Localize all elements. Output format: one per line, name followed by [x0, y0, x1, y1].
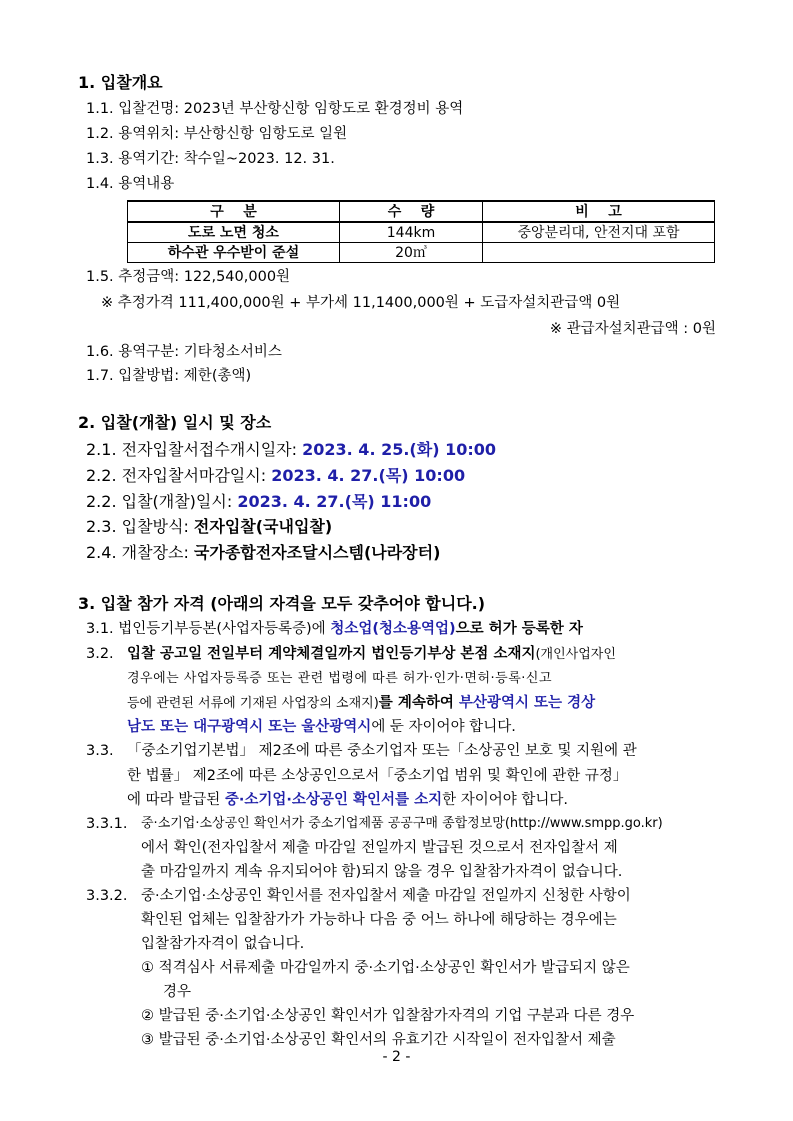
- section-2-heading: 2. 입찰(개찰) 일시 및 장소: [78, 413, 272, 432]
- item-3-3-2-line: 확인된 업체는 입찰참가가 가능하나 다음 중 어느 하나에 해당하는 경우에는: [141, 912, 617, 928]
- section-1-heading: 1. 입찰개요: [78, 73, 163, 92]
- highlight-text: 부산광역시 또는 경상: [458, 695, 596, 711]
- government-supply-note: ※ 관급자설치관급액 : 0원: [549, 321, 716, 337]
- item-3-3-number: 3.3.: [86, 743, 114, 759]
- item-label: 2.3. 입찰방식:: [86, 517, 194, 536]
- item-3-3-1-line: 에서 확인(전자입찰서 제출 마감일 전일까지 발급된 것으로서 전자입찰서 제: [141, 840, 618, 856]
- item-text: 3.1. 법인등기부등본(사업자등록증)에: [86, 621, 331, 637]
- item-text: (개인사업자인: [535, 647, 616, 662]
- item-3-3-line: [127, 791, 568, 809]
- list-item-1-cont: 경우: [163, 984, 192, 1000]
- item-text: 등에 관련된 서류에 기재된 사업장의 소재지): [127, 696, 379, 711]
- bid-open-datetime: 2023. 4. 25.(화) 10:00: [302, 440, 497, 459]
- item-label: 2.4. 개찰장소:: [86, 543, 194, 562]
- item-1-4: 1.4. 용역내용: [86, 176, 175, 192]
- item-3-2-line: [127, 718, 516, 736]
- item-1-6: 1.6. 용역구분: 기타청소서비스: [86, 344, 282, 360]
- table-header-category: 구 분: [128, 201, 340, 222]
- table-cell: 20㎥: [340, 243, 483, 263]
- item-3-1: [86, 620, 583, 638]
- item-label: 2.2. 입찰(개찰)일시:: [86, 492, 238, 511]
- item-2-2: [86, 467, 465, 485]
- item-3-2-line: [127, 645, 616, 664]
- list-item-2: ② 발급된 중·소기업·소상공인 확인서가 입찰참가자격의 기업 구분과 다른 경우: [141, 1008, 635, 1024]
- item-text: 에 둔 자이어야 합니다.: [371, 719, 516, 735]
- price-note: ※ 추정가격 111,400,000원 + 부가세 11,1400,000원 + 도급자설치관급액 0원: [101, 295, 621, 311]
- table-cell: 144km: [340, 222, 483, 243]
- item-3-2-number: 3.2.: [86, 646, 114, 662]
- item-1-3: 1.3. 용역기간: 착수일~2023. 12. 31.: [86, 151, 335, 167]
- table-header-quantity: 수 량: [340, 201, 483, 222]
- highlight-text: 청소업(청소용역업): [330, 621, 456, 637]
- item-3-3-2-line: 중·소기업·소상공인 확인서를 전자입찰서 제출 마감일 전일까지 신청한 사항이: [141, 888, 631, 904]
- item-label: 2.2. 전자입찰서마감일시:: [86, 466, 272, 485]
- list-item-1: ① 적격심사 서류제출 마감일까지 중·소기업·소상공인 확인서가 발급되지 않은: [141, 960, 630, 976]
- table-row: [128, 222, 715, 243]
- page-number: - 2 -: [382, 1049, 411, 1065]
- item-3-3-1-line: 출 마감일까지 계속 유지되어야 함)되지 않을 경우 입찰참가자격이 없습니다.: [141, 864, 623, 880]
- item-text: 입찰 공고일 전일부터 계약체결일까지 법인등기부상 본점 소재지: [127, 646, 536, 662]
- opening-place: 국가종합전자조달시스템(나라장터): [193, 543, 441, 562]
- highlight-text: 남도 또는 대구광역시 또는 울산광역시: [127, 719, 372, 735]
- item-1-1: 1.1. 입찰건명: 2023년 부산항신항 임항도로 환경정비 용역: [86, 101, 464, 117]
- item-text: 으로 허가 등록한 자: [455, 621, 583, 637]
- opening-datetime: 2023. 4. 27.(목) 11:00: [237, 492, 432, 511]
- item-1-7: 1.7. 입찰방법: 제한(총액): [86, 368, 252, 384]
- item-3-3-line: 「중소기업기본법」 제2조에 따른 중소기업자 또는「소상공인 보호 및 지원에 관: [127, 743, 637, 759]
- item-text: 한 자이어야 합니다.: [442, 792, 568, 808]
- highlight-text: 중·소기업·소상공인 확인서를 소지: [224, 792, 443, 808]
- table-row: [128, 243, 715, 263]
- item-1-5: 1.5. 추정금액: 122,540,000원: [86, 269, 291, 285]
- service-content-table: [127, 200, 715, 263]
- item-3-2-line: [127, 694, 595, 713]
- item-text: 에 따라 발급된: [127, 792, 225, 808]
- item-2-1: [86, 441, 496, 459]
- table-cell: 중앙분리대, 안전지대 포함: [483, 222, 715, 243]
- item-3-3-2-number: 3.3.2.: [86, 888, 128, 904]
- list-item-3: ③ 발급된 중·소기업·소상공인 확인서의 유효기간 시작일이 전자입찰서 제출: [141, 1032, 616, 1048]
- table-header-row: [128, 201, 715, 222]
- item-text: 를 계속하여: [378, 695, 459, 711]
- bid-deadline-datetime: 2023. 4. 27.(목) 10:00: [271, 466, 466, 485]
- table-header-remarks: 비 고: [483, 201, 715, 222]
- item-3-3-line: 한 법률」 제2조에 따른 소상공인으로서「중소기업 범위 및 확인에 관한 규정」: [127, 768, 628, 784]
- item-3-3-1-number: 3.3.1.: [86, 816, 128, 832]
- table-cell: [483, 243, 715, 263]
- item-2-2b: [86, 493, 431, 511]
- item-3-3-1-line: 중·소기업·소상공인 확인서가 중소기업제품 공공구매 종합정보망(http://www.smpp.go.kr): [141, 816, 663, 831]
- table-cell: 도로 노면 청소: [128, 222, 340, 243]
- item-2-3: [86, 518, 332, 536]
- item-3-3-2-line: 입찰참가자격이 없습니다.: [141, 936, 305, 952]
- item-3-2-line: 경우에는 사업자등록증 또는 관련 법령에 따른 허가·인가·면허·등록·신고: [127, 671, 553, 686]
- table-cell: 하수관 우수받이 준설: [128, 243, 340, 263]
- item-2-4: [86, 544, 440, 562]
- item-1-2: 1.2. 용역위치: 부산항신항 임항도로 일원: [86, 126, 348, 142]
- item-label: 2.1. 전자입찰서접수개시일자:: [86, 440, 303, 459]
- bid-method: 전자입찰(국내입찰): [193, 517, 333, 536]
- section-3-heading: 3. 입찰 참가 자격 (아래의 자격을 모두 갖추어야 합니다.): [78, 594, 486, 613]
